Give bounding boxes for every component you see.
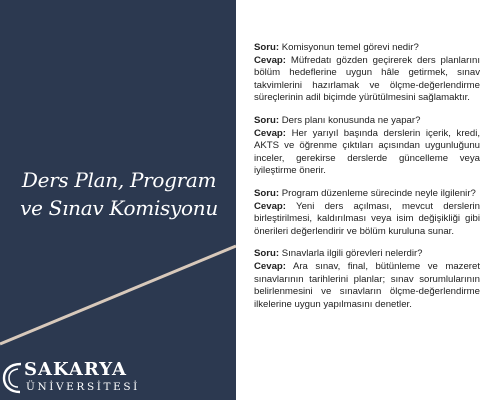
question-label: Soru: bbox=[254, 42, 280, 53]
question-text: Program düzenleme sürecinde neyle ilgilenir? bbox=[281, 187, 476, 199]
left-panel bbox=[0, 0, 236, 400]
question-text: Ders planı konusunda ne yapar? bbox=[281, 114, 421, 126]
page-title-line-1: Ders Plan, Program bbox=[21, 168, 217, 192]
page-title bbox=[8, 166, 230, 222]
answer-label: Cevap: bbox=[254, 54, 286, 66]
logo-text-secondary: ÜNİVERSİTESİ bbox=[26, 381, 140, 393]
university-logo bbox=[2, 356, 152, 400]
question-text: Komisyonun temel görevi nedir? bbox=[281, 42, 419, 53]
question-label: Soru: bbox=[254, 187, 280, 199]
qa-item bbox=[254, 115, 480, 178]
qa-item bbox=[254, 248, 480, 311]
university-emblem-icon bbox=[2, 360, 24, 396]
answer-label: Cevap: bbox=[254, 127, 286, 139]
qa-list bbox=[254, 42, 480, 321]
answer-text: Her yarıyıl başında derslerin içerik, kredi, AKTS ve öğrenme çıktıları açısından uygunluğunu inceler, gerekirse derslerde güncelleme veya iyileştirme önerir. bbox=[254, 127, 480, 177]
qa-item bbox=[254, 42, 480, 105]
answer-text: Müfredatı gözden geçirerek ders planlarını bölüm hedeflerine uygun hâle getirmek, sınav takvimlerini hazırlamak ve ölçme-değerlendirme süreçlerinin adil biçimde yürütülmesini sağlamaktır. bbox=[254, 54, 481, 104]
answer-text: Yeni ders açılması, mevcut derslerin birleştirilmesi, kaldırılması veya isim değişikliği gibi önerileri değerlendirir ve bölüm kuruluna sunar. bbox=[254, 200, 480, 237]
answer-label: Cevap: bbox=[254, 200, 286, 212]
qa-item bbox=[254, 188, 480, 238]
page-title-line-2: ve Sınav Komisyonu bbox=[20, 196, 218, 220]
answer-label: Cevap: bbox=[254, 260, 286, 272]
question-label: Soru: bbox=[254, 248, 280, 260]
logo-text-primary: SAKARYA bbox=[24, 359, 127, 380]
question-label: Soru: bbox=[254, 114, 280, 126]
answer-text: Ara sınav, final, bütünleme ve mazeret sınavlarının tarihlerini planlar; sınav sorumlularının belirlenmesini ve sınavların ölçme-değerlendirme ilkelerine uygun yapılmasını denetler. bbox=[254, 260, 480, 310]
question-text: Sınavlarla ilgili görevleri nelerdir? bbox=[281, 248, 423, 260]
